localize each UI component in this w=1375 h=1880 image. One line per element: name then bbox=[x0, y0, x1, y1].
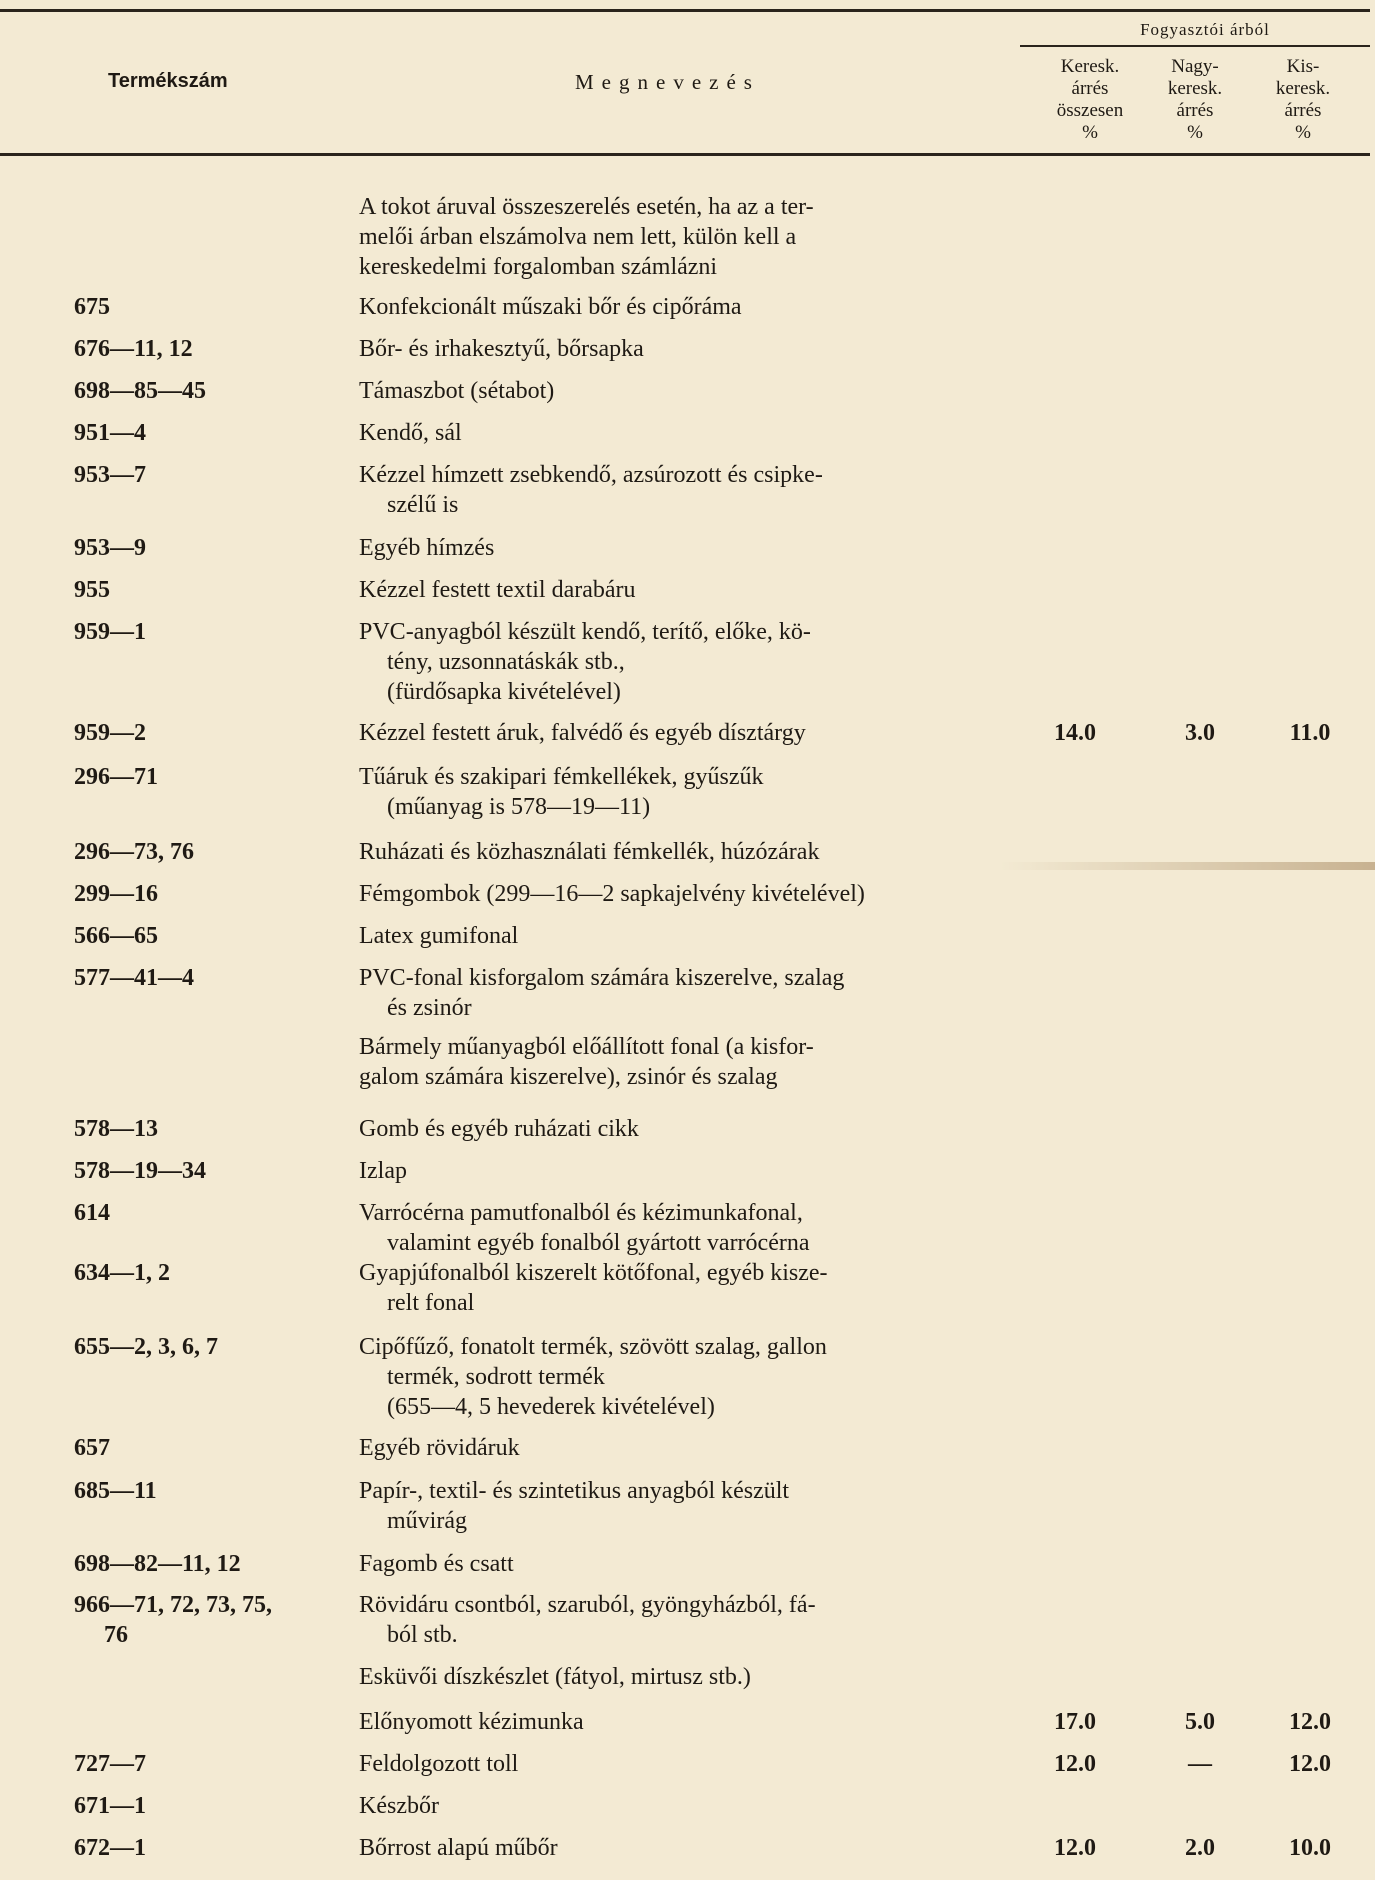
item-description: Előnyomott kézimunka bbox=[359, 1709, 584, 1735]
product-number: 671—1 bbox=[74, 1793, 146, 1819]
item-description: Támaszbot (sétabot) bbox=[359, 378, 555, 404]
item-description: Ruházati és közhasználati fémkellék, húzózárak bbox=[359, 839, 820, 865]
header-retail-margin: Kis- keresk. árrés % bbox=[1275, 56, 1331, 143]
item-description: Konfekcionált műszaki bőr és cipőráma bbox=[359, 294, 742, 320]
product-number: 299—16 bbox=[74, 881, 158, 907]
total-margin-value: 12.0 bbox=[1054, 1751, 1096, 1777]
header-wholesale-margin: Nagy- keresk. árrés % bbox=[1167, 56, 1223, 143]
product-number: 959—1 bbox=[74, 619, 146, 645]
header-consumer-price-group: Fogyasztói árból bbox=[1140, 20, 1270, 39]
item-description: Bármely műanyagból előállított fonal (a kisfor- galom számára kiszerelve), zsinór és szalag bbox=[359, 1034, 814, 1090]
item-description: Fémgombok (299—16—2 sapkajelvény kivételével) bbox=[359, 881, 865, 907]
item-description: Gomb és egyéb ruházati cikk bbox=[359, 1116, 639, 1142]
wholesale-margin-value: 5.0 bbox=[1185, 1709, 1215, 1735]
retail-margin-value: 10.0 bbox=[1289, 1835, 1331, 1861]
header-bottom-rule bbox=[0, 153, 1370, 156]
header-group-rule bbox=[1020, 45, 1370, 47]
product-number: 727—7 bbox=[74, 1751, 146, 1777]
wholesale-margin-value: 3.0 bbox=[1185, 720, 1215, 746]
item-description: Fagomb és csatt bbox=[359, 1551, 514, 1577]
item-description: Varrócérna pamutfonalból és kézimunkafonal, valamint egyéb fonalból gyártott varrócérna bbox=[359, 1200, 810, 1256]
item-description: PVC-fonal kisforgalom számára kiszerelve, szalag és zsinór bbox=[359, 965, 845, 1021]
header-total-margin: Keresk. árrés összesen % bbox=[1056, 56, 1124, 143]
product-number: 698—85—45 bbox=[74, 378, 206, 404]
product-number: 657 bbox=[74, 1435, 110, 1461]
header-name: Megnevezés bbox=[575, 70, 760, 94]
product-number: 685—11 bbox=[74, 1478, 157, 1504]
item-description: Egyéb hímzés bbox=[359, 535, 495, 561]
retail-margin-value: 12.0 bbox=[1289, 1751, 1331, 1777]
product-number: 655—2, 3, 6, 7 bbox=[74, 1334, 218, 1360]
item-description: Papír-, textil- és szintetikus anyagból készült művirág bbox=[359, 1478, 790, 1534]
retail-margin-value: 11.0 bbox=[1289, 720, 1331, 746]
total-margin-value: 14.0 bbox=[1054, 720, 1096, 746]
product-number: 566—65 bbox=[74, 923, 158, 949]
print-smear bbox=[1000, 862, 1375, 870]
product-number: 966—71, 72, 73, 75, 76 bbox=[74, 1592, 272, 1648]
product-number: 676—11, 12 bbox=[74, 336, 193, 362]
item-description: Bőrrost alapú műbőr bbox=[359, 1835, 558, 1861]
product-number: 953—7 bbox=[74, 462, 146, 488]
item-description: Izlap bbox=[359, 1158, 407, 1184]
item-description: Rövidáru csontból, szaruból, gyöngyházból, fá- ból stb. bbox=[359, 1592, 816, 1648]
product-number: 953—9 bbox=[74, 535, 146, 561]
item-description: Esküvői díszkészlet (fátyol, mirtusz stb.) bbox=[359, 1664, 751, 1690]
item-description: Kendő, sál bbox=[359, 420, 462, 446]
product-number: 675 bbox=[74, 294, 110, 320]
wholesale-margin-value: 2.0 bbox=[1185, 1835, 1215, 1861]
product-number: 578—13 bbox=[74, 1116, 158, 1142]
item-description: Kézzel festett áruk, falvédő és egyéb dísztárgy bbox=[359, 720, 806, 746]
total-margin-value: 12.0 bbox=[1054, 1835, 1096, 1861]
item-description: Latex gumifonal bbox=[359, 923, 519, 949]
product-number: 959—2 bbox=[74, 720, 146, 746]
product-number: 951—4 bbox=[74, 420, 146, 446]
product-number: 634—1, 2 bbox=[74, 1260, 170, 1286]
top-rule bbox=[0, 9, 1370, 12]
product-number: 577—41—4 bbox=[74, 965, 194, 991]
item-description: Kézzel hímzett zsebkendő, azsúrozott és csipke- szélű is bbox=[359, 462, 823, 518]
item-description: Kézzel festett textil darabáru bbox=[359, 577, 636, 603]
product-number: 698—82—11, 12 bbox=[74, 1551, 241, 1577]
item-description: PVC-anyagból készült kendő, terítő, előke, kö- tény, uzsonnatáskák stb., (fürdősapka kivételével) bbox=[359, 619, 811, 705]
item-description: Tűáruk és szakipari fémkellékek, gyűszűk (műanyag is 578—19—11) bbox=[359, 764, 764, 820]
item-description: Feldolgozott toll bbox=[359, 1751, 519, 1777]
item-description: Bőr- és irhakesztyű, bőrsapka bbox=[359, 336, 644, 362]
product-number: 672—1 bbox=[74, 1835, 146, 1861]
item-description: A tokot áruval összeszerelés esetén, ha az a ter- melői árban elszámolva nem lett, külön kell a kereskedelmi forgalomban számlázni bbox=[359, 194, 814, 280]
wholesale-margin-value: — bbox=[1188, 1751, 1212, 1777]
retail-margin-value: 12.0 bbox=[1289, 1709, 1331, 1735]
item-description: Gyapjúfonalból kiszerelt kötőfonal, egyéb kisze- relt fonal bbox=[359, 1260, 828, 1316]
product-number: 296—71 bbox=[74, 764, 158, 790]
item-description: Cipőfűző, fonatolt termék, szövött szalag, gallon termék, sodrott termék (655—4, 5 hevederek kivételével) bbox=[359, 1334, 827, 1420]
header-product-number: Termékszám bbox=[108, 70, 228, 92]
product-number: 955 bbox=[74, 577, 110, 603]
product-number: 578—19—34 bbox=[74, 1158, 206, 1184]
total-margin-value: 17.0 bbox=[1054, 1709, 1096, 1735]
product-number: 614 bbox=[74, 1200, 110, 1226]
item-description: Egyéb rövidáruk bbox=[359, 1435, 520, 1461]
item-description: Készbőr bbox=[359, 1793, 439, 1819]
product-number: 296—73, 76 bbox=[74, 839, 194, 865]
